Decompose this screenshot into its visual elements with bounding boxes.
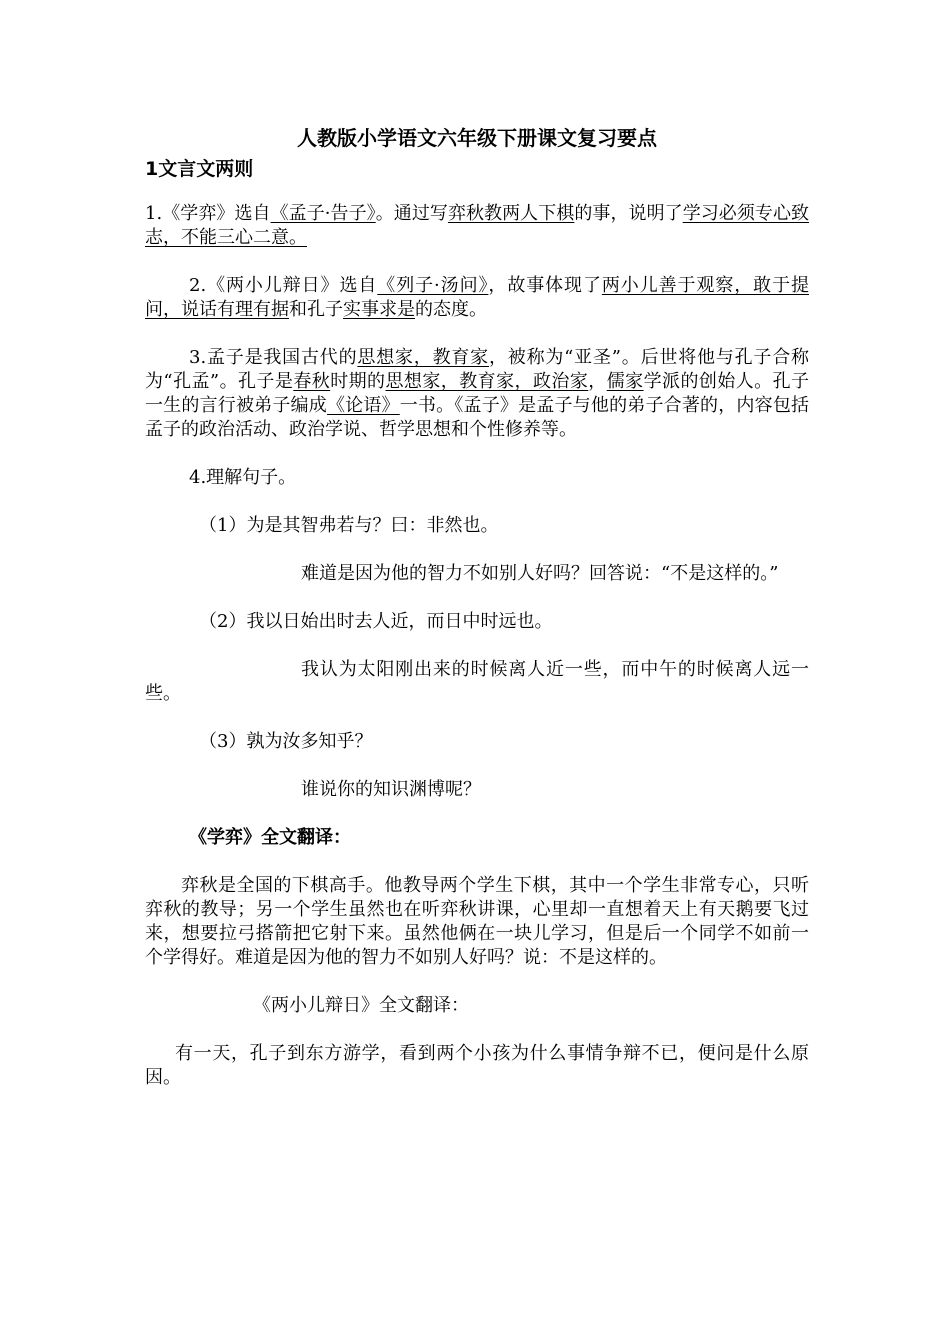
paragraph-3: 3.孟子是我国古代的思想家，教育家，被称为“亚圣”。后世将他与孔子合称为“孔孟”。孔子是春秋时期的思想家，教育家，政治家，儒家学派的创始人。孔子一生的言行被弟子编成《论语》一书。《孟子》是孟子与他的弟子合著的，内容包括孟子的政治活动、政治学说、哲学思想和个性修养等。: [145, 347, 810, 440]
sentence-3: （3）孰为汝多知乎？: [199, 731, 373, 752]
xueyi-translation-heading: 《学弈》全文翻译：: [189, 827, 351, 848]
section-heading: 1文言文两则: [145, 158, 254, 180]
sentence-1: （1）为是其智弗若与？曰：非然也。: [199, 515, 499, 536]
sentence-2-translation: 我认为太阳刚出来的时候离人近一些，而中午的时候离人远一些。: [145, 659, 809, 704]
paragraph-1: 1.《学弈》选自《孟子·告子》。通过写弈秋教两人下棋的事，说明了学习必须专心致志，不能三心二意。: [145, 203, 810, 248]
xueyi-translation: 弈秋是全国的下棋高手。他教导两个学生下棋，其中一个学生非常专心，只听弈秋的教导；另一个学生虽然也在听弈秋讲课，心里却一直想着天上有天鹅要飞过来，想要拉弓搭箭把它射下来。虽然他俩在一块儿学习，但是后一个同学不如前一个学得好。难道是因为他的智力不如别人好吗？说：不是这样的。: [145, 875, 809, 968]
sentence-2: （2）我以日始出时去人近，而日中时远也。: [199, 611, 553, 632]
liangxiao-translation-heading: 《两小儿辩日》全文翻译：: [253, 995, 469, 1016]
paragraph-4: 4.理解句子。: [189, 467, 297, 488]
paragraph-2: 2.《两小儿辩日》选自《列子·汤问》，故事体现了两小儿善于观察，敢于提问，说话有理有据和孔子实事求是的态度。: [145, 275, 809, 320]
sentence-3-translation: 谁说你的知识渊博呢？: [301, 779, 481, 800]
page-title: 人教版小学语文六年级下册课文复习要点: [297, 126, 657, 150]
document-body: [145, 120, 809, 1090]
sentence-1-translation: 难道是因为他的智力不如别人好吗？回答说：“不是这样的。”: [301, 563, 779, 584]
liangxiao-translation: 有一天，孔子到东方游学，看到两个小孩为什么事情争辩不已，便问是什么原因。: [145, 1043, 809, 1088]
